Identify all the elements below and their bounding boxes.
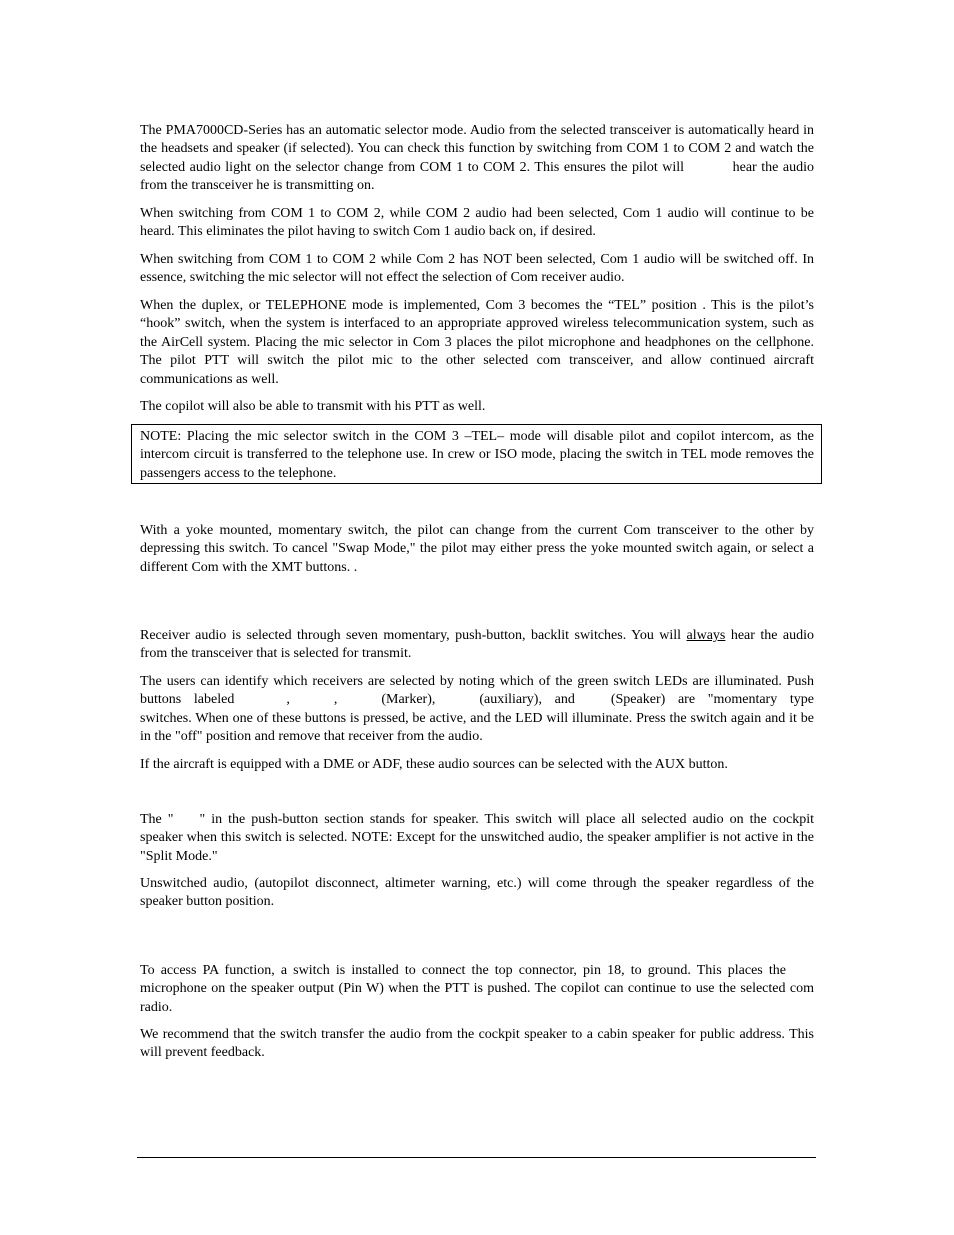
paragraph-text: , [286,692,290,708]
paragraph-text: To access PA function, a switch is installed to connect the top connector, pin 18, to ground. This places the [140,963,786,978]
paragraph-recommendation: We recommend that the switch transfer the audio from the cockpit speaker to a cabin speaker for public address. This will prevent feedback. [140,1027,814,1061]
paragraph-text: microphone on the speaker output (Pin W) when the PTT is pushed. The copilot can continue to use the selected com radio. [140,981,814,1015]
paragraph-swap-mode: With a yoke mounted, momentary switch, the pilot can change from the current Com transceiver to the other by depressing this switch. To cancel "Swap Mode," the pilot may either press the yoke mounted switch again, or select a different Com with the XMT buttons. . [140,523,814,575]
paragraph-receiver-audio [140,627,814,664]
paragraph-text: The users can identify which receivers are selected by noting which of the green switch LEDs are illuminated. Push buttons labeled [140,674,814,708]
paragraph-text: The PMA7000CD-Series has an automatic selector mode. Audio from the selected transceiver is automatically heard in the headsets and speaker (if selected). You can check this function by switching from COM 1 to COM 2 and watch the selected audio light on the selector change from COM 1 to COM 2. This ensures the pilot will [140,123,814,175]
paragraph-text: hear the audio from the transceiver that is selected for transmit. [140,628,815,662]
paragraph-speaker-button [140,811,814,866]
paragraph-switch-not-selected: When switching from COM 1 to COM 2 while Com 2 has NOT been selected, Com 1 audio will be switched off. In essence, switching the mic selector will not effect the selection of Com receiver audio. [140,252,814,286]
paragraph-text: (auxiliary), and [479,692,575,708]
paragraph-text: hear the audio from the transceiver he is transmitting on. [140,159,815,194]
note-box [131,424,822,484]
paragraph-unswitched-audio: Unswitched audio, (autopilot disconnect, altimeter warning, etc.) will come through the speaker regardless of the speaker button position. [140,876,814,910]
paragraph-telephone-mode: When the duplex, or TELEPHONE mode is implemented, Com 3 becomes the “TEL” position . This is the pilot’s “hook” switch, when the system is interfaced to an appropriate approved wireless telecommunication system, such as the AirCell system. Placing the mic selector in Com 3 places the pilot microphone and headphones on the cellphone. The pilot PTT will switch the pilot mic to the other selected com transceiver, and allow continued aircraft communications as well. [140,298,814,387]
paragraph-text: Receiver audio is selected through seven momentary, push-button, backlit switches. You will [140,628,687,643]
paragraph-text: " in the push-button section stands for speaker. This switch will place all selected audio on the cockpit speaker when this switch is selected. NOTE: Except for the unswitched audio, the speaker amplifier is not active in the "Split Mode." [140,812,815,864]
underlined-word: always [686,628,726,643]
paragraph-text: , [333,692,338,708]
paragraph-dme-adf: If the aircraft is equipped with a DME or ADF, these audio sources can be selected with the AUX button. [140,757,728,772]
paragraph-text: The " [140,812,174,827]
paragraph-receiver-leds [140,673,814,747]
paragraph-pa-function [140,962,814,1017]
paragraph-copilot: The copilot will also be able to transmit with his PTT as well. [140,399,486,414]
paragraph-text: (Speaker) are "momentary type switches. When one of these buttons is pressed, be active, and the LED will illuminate. Press the switch again and it be in the "off" position and remove that receiver from the audio. [140,692,814,745]
paragraph-auto-selector [140,122,814,196]
paragraph-switch-selected: When switching from COM 1 to COM 2, while COM 2 audio had been selected, Com 1 audio will continue to be heard. This eliminates the pilot having to switch Com 1 audio back on, if desired. [140,206,814,240]
note-text: NOTE: Placing the mic selector switch in the COM 3 –TEL– mode will disable pilot and copilot intercom, as the intercom circuit is transferred to the telephone use. In crew or ISO mode, placing the switch in TEL mode removes the passengers access to the telephone. [140,429,814,481]
paragraph-text: (Marker), [381,692,436,708]
footer-rule [137,1157,816,1158]
